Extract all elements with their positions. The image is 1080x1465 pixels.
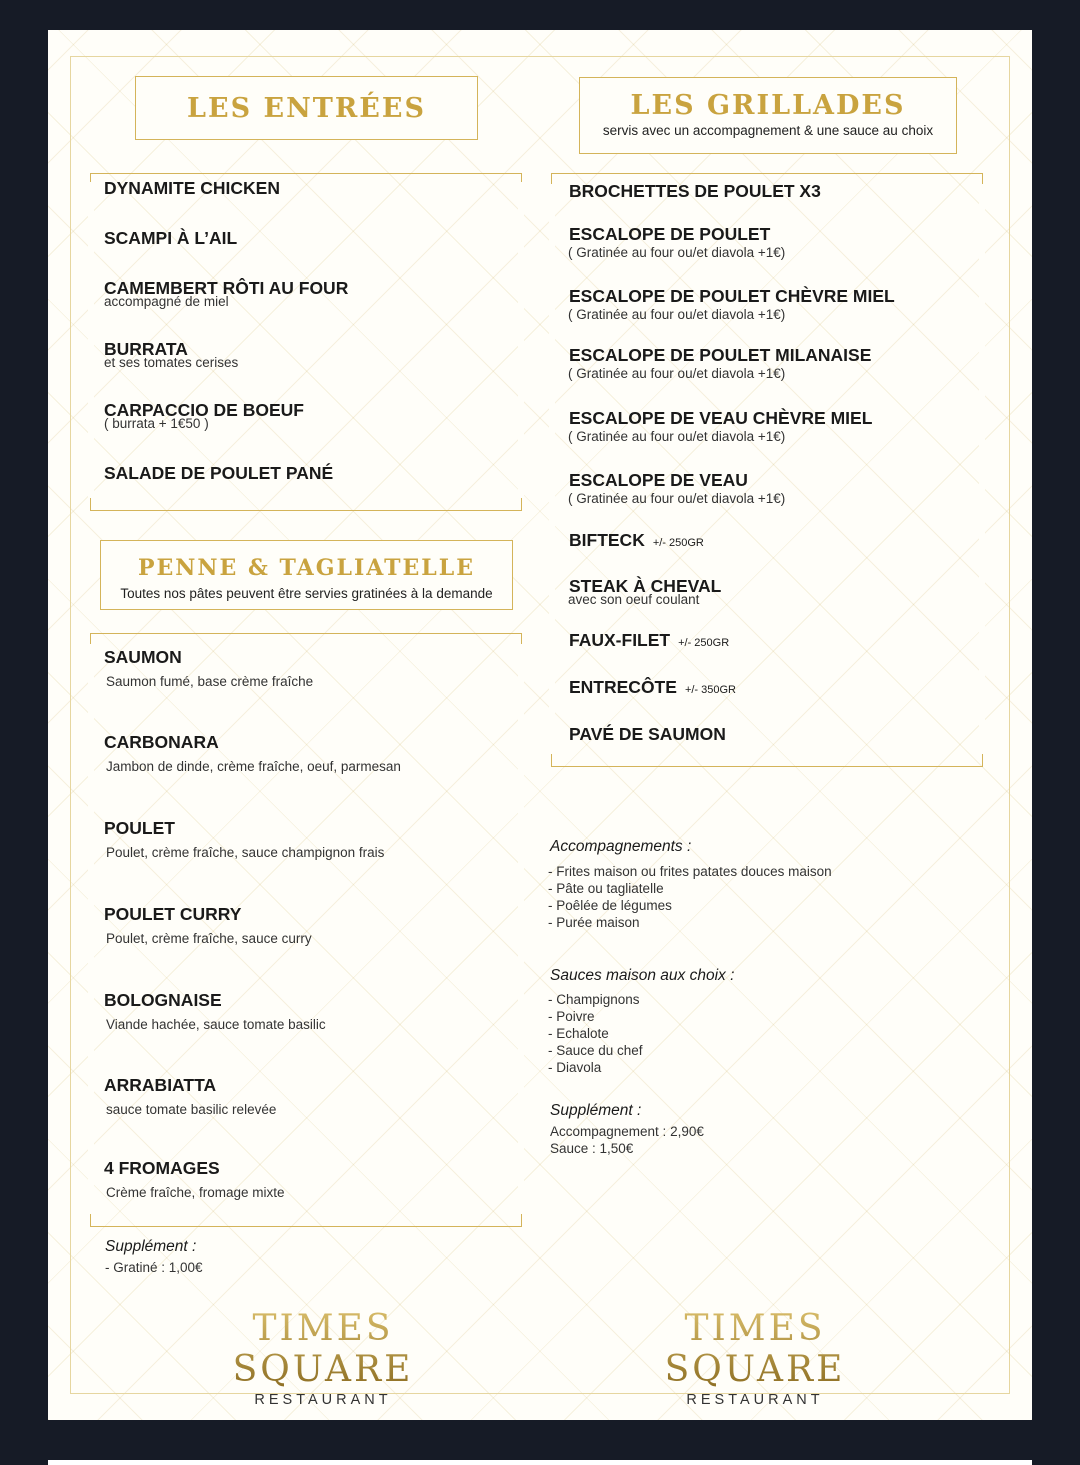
pasta-item-name bbox=[104, 818, 175, 839]
item-name-text: STEAK À CHEVAL bbox=[569, 576, 722, 596]
next-page-edge bbox=[48, 1460, 1032, 1465]
pasta-item-desc: Poulet, crème fraîche, sauce champignon frais bbox=[106, 845, 385, 860]
brand-name: TIMES SQUARE bbox=[605, 1308, 905, 1390]
note-line: - Gratiné : 1,00€ bbox=[105, 1260, 203, 1275]
grillades-item-desc: ( Gratinée au four ou/et diavola +1€) bbox=[568, 429, 786, 444]
note-line: - Champignons bbox=[548, 992, 640, 1007]
note-line: - Echalote bbox=[548, 1026, 609, 1041]
item-name-text: 4 FROMAGES bbox=[104, 1158, 220, 1178]
sauces-title: Sauces maison aux choix : bbox=[550, 967, 735, 984]
item-name-text: ESCALOPE DE VEAU CHÈVRE MIEL bbox=[569, 408, 873, 428]
item-name-text: SALADE DE POULET PANÉ bbox=[104, 463, 334, 483]
item-name-text: ESCALOPE DE POULET MILANAISE bbox=[569, 345, 872, 365]
pasta-item-name bbox=[104, 647, 182, 668]
grillades-title: LES GRILLADES bbox=[630, 90, 906, 121]
item-name-text: POULET CURRY bbox=[104, 904, 242, 924]
grillades-item-desc: ( Gratinée au four ou/et diavola +1€) bbox=[568, 307, 786, 322]
note-line: - Diavola bbox=[548, 1060, 602, 1075]
pasta-item-desc: Poulet, crème fraîche, sauce curry bbox=[106, 931, 312, 946]
entrees-item-desc: accompagné de miel bbox=[104, 294, 229, 309]
entrees-title-box bbox=[135, 76, 478, 140]
item-name-text: BOLOGNAISE bbox=[104, 990, 222, 1010]
note-line: - Frites maison ou frites patates douces maison bbox=[548, 864, 832, 879]
item-name-text: BURRATA bbox=[104, 339, 188, 359]
pasta-item-desc: Crème fraîche, fromage mixte bbox=[106, 1185, 285, 1200]
item-name-text: BIFTECK bbox=[569, 530, 645, 550]
item-name-text: ENTRECÔTE bbox=[569, 677, 677, 697]
item-weight: +/- 350GR bbox=[684, 684, 736, 696]
note-line: Sauce : 1,50€ bbox=[550, 1141, 634, 1156]
grillades-subtitle: servis avec un accompagnement & une sauce au choix bbox=[602, 123, 934, 138]
sauces-list bbox=[548, 991, 643, 1076]
note-line: - Poivre bbox=[548, 1009, 595, 1024]
item-name-text: BROCHETTES DE POULET X3 bbox=[569, 181, 821, 201]
item-name-text: CAMEMBERT RÔTI AU FOUR bbox=[104, 278, 349, 298]
pasta-item-name bbox=[104, 1158, 220, 1179]
grillades-item-name bbox=[569, 181, 821, 202]
grillades-item-desc: ( Gratinée au four ou/et diavola +1€) bbox=[568, 245, 786, 260]
pasta-supplement-list bbox=[105, 1259, 203, 1276]
pasta-item-name bbox=[104, 732, 219, 753]
item-name-text: POULET bbox=[104, 818, 175, 838]
item-name-text: ESCALOPE DE VEAU bbox=[569, 470, 748, 490]
entrees-item-desc: ( burrata + 1€50 ) bbox=[104, 416, 209, 431]
note-line: - Poêlée de légumes bbox=[548, 898, 672, 913]
grillades-item-name bbox=[569, 345, 871, 366]
item-name-text: ARRABIATTA bbox=[104, 1075, 217, 1095]
note-line: - Sauce du chef bbox=[548, 1043, 643, 1058]
grillades-item-name bbox=[569, 530, 704, 551]
item-name-text: SCAMPI À L’AIL bbox=[104, 228, 238, 248]
pasta-item-name bbox=[104, 1075, 216, 1096]
pasta-title: PENNE & TAGLIATELLE bbox=[138, 555, 475, 581]
item-name-text: ESCALOPE DE POULET CHÈVRE MIEL bbox=[569, 286, 895, 306]
pasta-item-name bbox=[104, 904, 241, 925]
accompagnements-list bbox=[548, 863, 832, 931]
pasta-item-desc: Jambon de dinde, crème fraîche, oeuf, parmesan bbox=[106, 759, 401, 774]
accompagnements-title: Accompagnements : bbox=[550, 838, 692, 855]
item-weight: +/- 250GR bbox=[678, 637, 730, 649]
supplement-right-list bbox=[550, 1123, 704, 1157]
entrees-item-name bbox=[104, 463, 333, 484]
grillades-item-name bbox=[569, 286, 895, 307]
grillades-item-name bbox=[569, 408, 872, 429]
note-line: Accompagnement : 2,90€ bbox=[550, 1124, 704, 1139]
note-line: - Purée maison bbox=[548, 915, 640, 930]
brand-subtitle: RESTAURANT bbox=[254, 1392, 392, 1408]
pasta-subtitle: Toutes nos pâtes peuvent être servies gratinées à la demande bbox=[120, 586, 493, 601]
grillades-title-box bbox=[579, 77, 957, 154]
note-line: - Pâte ou tagliatelle bbox=[548, 881, 664, 896]
pasta-item-desc: Saumon fumé, base crème fraîche bbox=[106, 674, 314, 689]
brand-name: TIMES SQUARE bbox=[173, 1308, 473, 1390]
pasta-item-desc: sauce tomate basilic relevée bbox=[106, 1102, 277, 1117]
item-name-text: CARPACCIO DE BOEUF bbox=[104, 400, 304, 420]
item-name-text: CARBONARA bbox=[104, 732, 219, 752]
pasta-item-name bbox=[104, 990, 222, 1011]
grillades-item-desc: avec son oeuf coulant bbox=[568, 592, 700, 607]
item-name-text: PAVÉ DE SAUMON bbox=[569, 724, 726, 744]
grillades-item-name bbox=[569, 630, 729, 651]
pasta-item-desc: Viande hachée, sauce tomate basilic bbox=[106, 1017, 326, 1032]
brand-subtitle: RESTAURANT bbox=[686, 1392, 824, 1408]
entrees-item-name bbox=[104, 228, 237, 249]
entrees-item-desc: et ses tomates cerises bbox=[104, 355, 239, 370]
grillades-item-name bbox=[569, 724, 726, 745]
pasta-title-box bbox=[100, 540, 513, 610]
grillades-item-name bbox=[569, 224, 770, 245]
supplement-right-title: Supplément : bbox=[550, 1102, 642, 1119]
pasta-frame bbox=[90, 633, 522, 1227]
entrees-item-name bbox=[104, 178, 280, 199]
brand-logo-right bbox=[605, 1308, 905, 1408]
item-name-text: DYNAMITE CHICKEN bbox=[104, 178, 280, 198]
item-name-text: FAUX-FILET bbox=[569, 630, 671, 650]
brand-logo-left bbox=[173, 1308, 473, 1408]
item-name-text: ESCALOPE DE POULET bbox=[569, 224, 771, 244]
grillades-item-desc: ( Gratinée au four ou/et diavola +1€) bbox=[568, 366, 786, 381]
pasta-supplement-title: Supplément : bbox=[105, 1238, 197, 1255]
grillades-item-name bbox=[569, 677, 736, 698]
entrees-title: LES ENTRÉES bbox=[187, 93, 426, 124]
item-weight: +/- 250GR bbox=[652, 537, 704, 549]
grillades-item-desc: ( Gratinée au four ou/et diavola +1€) bbox=[568, 491, 786, 506]
grillades-item-name bbox=[569, 470, 748, 491]
menu-page bbox=[48, 30, 1032, 1420]
item-name-text: SAUMON bbox=[104, 647, 182, 667]
